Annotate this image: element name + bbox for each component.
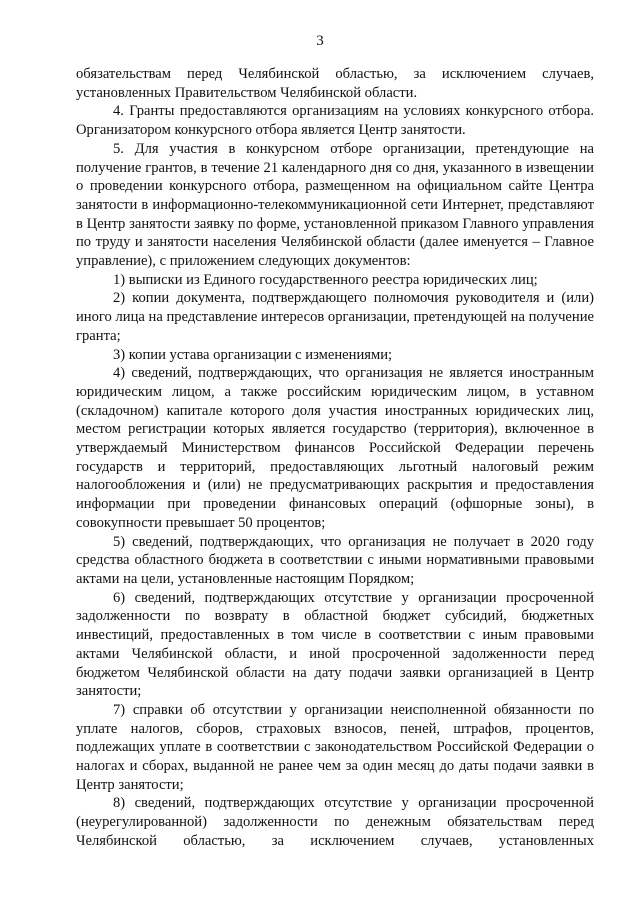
list-item-6: 6) сведений, подтверждающих отсутствие у организации просроченной задолженности по возврату в областной бюджет субсидий, бюджетных инвестиций, предоставленных в том числе в соответствии с иным правовыми актами Челябинской области, и иной просроченной задолженности перед бюджетом Челябинской области на дату подачи заявки организацией в Центр занятости; — [76, 589, 594, 700]
list-item-3: 3) копии устава организации с изменениями; — [113, 346, 393, 363]
list-item-1: 1) выписки из Единого государственного реестра юридических лиц; — [113, 271, 538, 288]
list-item-8: 8) сведений, подтверждающих отсутствие у организации просроченной (неурегулированной) задолженности по денежным обязательствам перед Челябинской областью, за исключением случаев, установленных — [76, 795, 594, 849]
paragraph-continuation: обязательствам перед Челябинской областью, за исключением случаев, установленных Правительством Челябинской области. — [76, 66, 594, 101]
list-item-4: 4) сведений, подтверждающих, что организация не является иностранным юридическим лицом, а также российским юридическим лицом, в уставном (складочном) капитале которого доля участия иностранных юридических лиц, местом регистрации которых является государство (территория), включенное в утверждаемый Министерством финансов Российской Федерации перечень государств и территорий, предоставляющих льготный налоговый режим налогообложения и (или) не предусматривающих раскрытия и предоставления информации при проведении финансовых операций (офшорные зоны), в совокупности превышает 50 процентов; — [76, 365, 594, 531]
list-item-2: 2) копии документа, подтверждающего полномочия руководителя и (или) иного лица на представление интересов организации, претендующей на получение гранта; — [76, 290, 594, 344]
list-item-5: 5) сведений, подтверждающих, что организация не получает в 2020 году средства областного бюджета в соответствии с иными нормативными правовыми актами на цели, установленные настоящим Порядком; — [76, 533, 594, 587]
list-item-7: 7) справки об отсутствии у организации неисполненной обязанности по уплате налогов, сборов, страховых взносов, пеней, штрафов, процентов, подлежащих уплате в соответствии с законодательством Российской Федерации о налогах и сборах, выданной не ранее чем за один месяц до даты подачи заявки в Центр занятости; — [76, 701, 594, 793]
document-body — [76, 65, 594, 851]
paragraph-4-grants: 4. Гранты предоставляются организациям на условиях конкурсного отбора. Организатором конкурсного отбора является Центр занятости. — [76, 103, 594, 139]
page-number: 3 — [316, 33, 324, 49]
paragraph-5-application: 5. Для участия в конкурсном отборе организации, претендующие на получение грантов, в течение 21 календарного дня со дня, указанного в извещении о проведении конкурсного отбора, размещенном на официальном сайте Центра занятости в информационно-телекоммуникационной сети Интернет, представляют в Центр занятости заявку по форме, установленной приказом Главного управления по труду и занятости населения Челябинской области (далее именуется – Главное управление), с приложением следующих документов: — [76, 140, 594, 270]
